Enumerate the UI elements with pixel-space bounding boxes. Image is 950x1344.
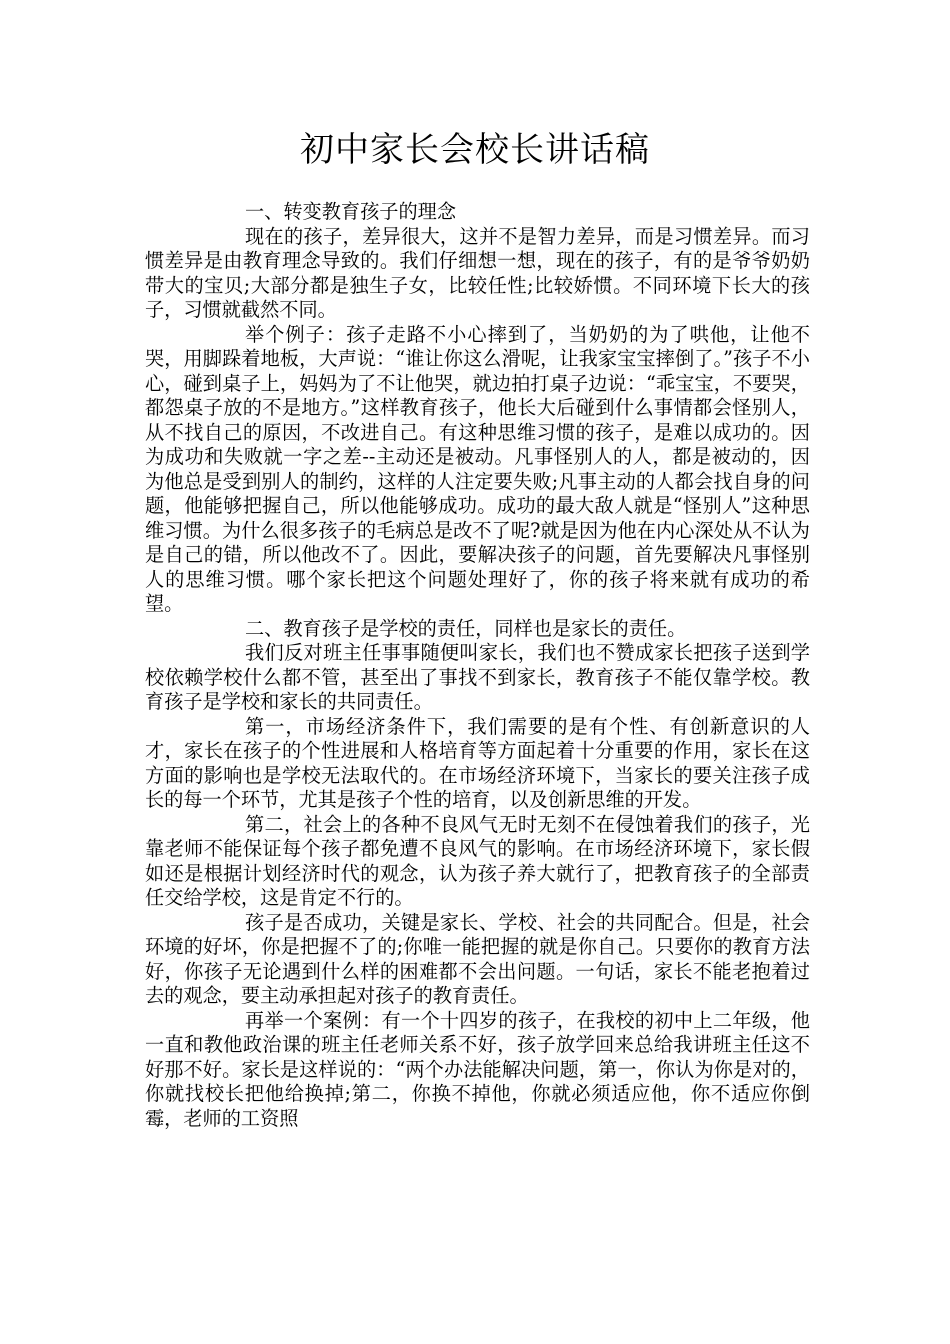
paragraph: 现在的孩子，差异很大，这并不是智力差异，而是习惯差异。而习惯差异是由教育理念导致的。我们仔细想一想，现在的孩子，有的是爷爷奶奶带大的宝贝;大部分都是独生子女，比较任性;比较娇惯。不同环境下长大的孩子，习惯就截然不同。 — [145, 224, 810, 321]
paragraph: 第一，市场经济条件下，我们需要的是有个性、有创新意识的人才，家长在孩子的个性进展和人格培育等方面起着十分重要的作用，家长在这方面的影响也是学校无法取代的。在市场经济环境下，当家长的要关注孩子成长的每一个环节，尤其是孩子个性的培育，以及创新思维的开发。 — [145, 714, 810, 811]
paragraph: 举个例子：孩子走路不小心摔到了，当奶奶的为了哄他，让他不哭，用脚跺着地板，大声说：“谁让你这么滑呢，让我家宝宝摔倒了。”孩子不小心，碰到桌子上，妈妈为了不让他哭，就边拍打桌子边说：“乖宝宝，不要哭，都怨桌子放的不是地方。”这样教育孩子，他长大后碰到什么事情都会怪别人，从不找自己的原因，不改进自己。有这种思维习惯的孩子，是难以成功的。因为成功和失败就一字之差--主动还是被动。凡事怪别人的人，都是被动的，因为他总是受到别人的制约，这样的人注定要失败;凡事主动的人都会找自身的问题，他能够把握自己，所以他能够成功。成功的最大敌人就是“怪别人”这种思维习惯。为什么很多孩子的毛病总是改不了呢?就是因为他在内心深处从不认为是自己的错，所以他改不了。因此，要解决孩子的问题，首先要解决凡事怪别人的思维习惯。哪个家长把这个问题处理好了，你的孩子将来就有成功的希望。 — [145, 322, 810, 615]
paragraph: 孩子是否成功，关键是家长、学校、社会的共同配合。但是，社会环境的好坏，你是把握不了的;你唯一能把握的就是你自己。只要你的教育方法好，你孩子无论遇到什么样的困难都不会出问题。一句话，家长不能老抱着过去的观念，要主动承担起对孩子的教育责任。 — [145, 910, 810, 1007]
document-title: 初中家长会校长讲话稿 — [300, 130, 650, 170]
section-heading-1: 一、转变教育孩子的理念 — [245, 200, 457, 223]
paragraph: 我们反对班主任事事随便叫家长，我们也不赞成家长把孩子送到学校依赖学校什么都不管，甚至出了事找不到家长，教育孩子不能仅靠学校。教育孩子是学校和家长的共同责任。 — [145, 641, 810, 713]
section-heading-2: 二、教育孩子是学校的责任，同样也是家长的责任。 — [245, 616, 687, 640]
paragraph: 再举一个案例：有一个十四岁的孩子，在我校的初中上二年级，他一直和教他政治课的班主任老师关系不好，孩子放学回来总给我讲班主任这不好那不好。家长是这样说的：“两个办法能解决问题，第一，你认为你是对的，你就找校长把他给换掉;第二，你换不掉他，你就必须适应他，你不适应你倒霉，老师的工资照 — [145, 1008, 810, 1130]
paragraph: 第二，社会上的各种不良风气无时无刻不在侵蚀着我们的孩子，光靠老师不能保证每个孩子都免遭不良风气的影响。在市场经济环境下，家长假如还是根据计划经济时代的观念，认为孩子养大就行了，把教育孩子的全部责任交给学校，这是肯定不行的。 — [145, 812, 810, 909]
document-body — [145, 200, 810, 1131]
